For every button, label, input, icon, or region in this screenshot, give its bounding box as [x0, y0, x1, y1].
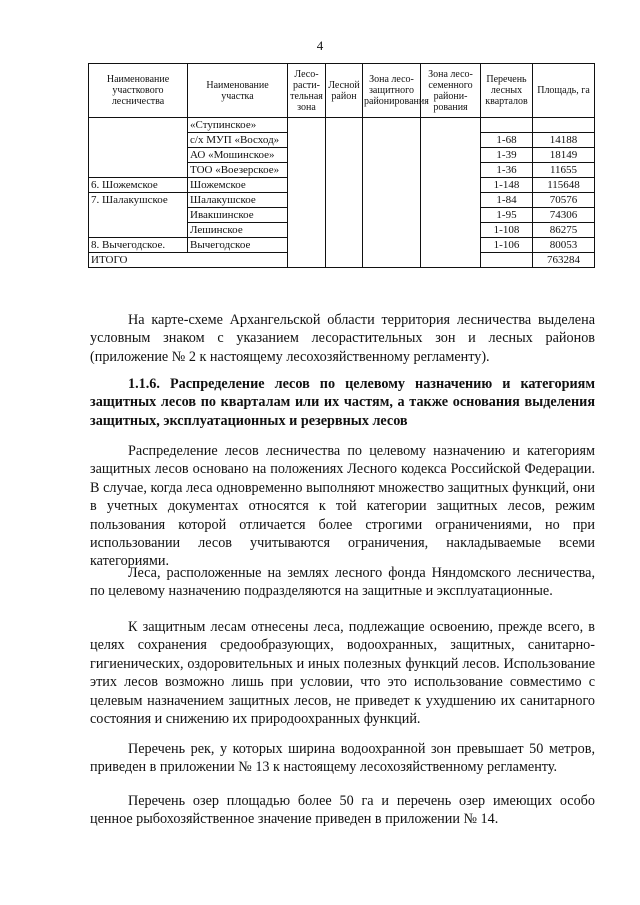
- forest-table: [88, 63, 595, 268]
- total-label: ИТОГО: [89, 253, 288, 268]
- header-quarters: Перечень лесных кварталов: [481, 64, 533, 118]
- quarters-cell: 1-148: [481, 178, 533, 193]
- quarters-cell: 1-39: [481, 148, 533, 163]
- area-cell: 80053: [533, 238, 595, 253]
- area-cell: 86275: [533, 223, 595, 238]
- paragraph-rivers: Перечень рек, у которых ширина водоохранной зон превышает 50 метров, приведен в приложении № 13 к настоящему лесохозяйственному регламенту.: [90, 741, 595, 776]
- total-area: 763284: [533, 253, 595, 268]
- area-cell: 14188: [533, 133, 595, 148]
- section-cell: Ивакшинское: [188, 208, 288, 223]
- forest-region-cell: [326, 118, 363, 268]
- area-cell: 11655: [533, 163, 595, 178]
- paragraph-map-reference: На карте-схеме Архангельской области территория лесничества выделена условным знаком с указанием лесорастительных зон и лесных районов (приложение № 2 к настоящему лесохозяйственному регламенту).: [90, 312, 595, 365]
- district-cell: 6. Шожемское: [89, 178, 188, 193]
- veg-zone-cell: [288, 118, 326, 268]
- header-area: Площадь, га: [533, 64, 595, 118]
- area-cell: 74306: [533, 208, 595, 223]
- section-cell: АО «Мошинское»: [188, 148, 288, 163]
- table-header-row: [89, 64, 595, 118]
- quarters-cell: 1-106: [481, 238, 533, 253]
- area-cell: 18149: [533, 148, 595, 163]
- area-cell: [533, 118, 595, 133]
- area-cell: 70576: [533, 193, 595, 208]
- paragraph-protective-forests: К защитным лесам отнесены леса, подлежащие освоению, прежде всего, в целях сохранения средообразующих, водоохранных, защитных, санитарно-гигиенических, оздоровительных и иных полезных функций лесов. Использование этих лесов возможно лишь при условии, что это использование совместимо с целевым назначением защитных лесов, не приведет к ухудшению их санитарного состояния и снижению их природоохранных функций.: [90, 619, 595, 728]
- section-cell: Лешинское: [188, 223, 288, 238]
- section-cell: ТОО «Воезерское»: [188, 163, 288, 178]
- paragraph-lakes: Перечень озер площадью более 50 га и перечень озер имеющих особо ценное рыбохозяйственное значение приведен в приложении № 14.: [90, 793, 595, 828]
- quarters-cell: 1-68: [481, 133, 533, 148]
- header-section: Наименование участка: [188, 64, 288, 118]
- section-cell: «Ступинское»: [188, 118, 288, 133]
- section-heading: 1.1.6. Распределение лесов по целевому назначению и категориям защитных лесов по кварталам или их частям, а также основания выделения защитных, эксплуатационных и резервных лесов: [90, 376, 595, 429]
- total-quarters-cell: [481, 253, 533, 268]
- header-seed-zone: Зона лесо-семенного райони-рования: [421, 64, 481, 118]
- section-cell: с/х МУП «Восход»: [188, 133, 288, 148]
- protection-zone-cell: [363, 118, 421, 268]
- quarters-cell: 1-36: [481, 163, 533, 178]
- paragraph-distribution: Распределение лесов лесничества по целевому назначению и категориям защитных лесов основано на положениях Лесного кодекса Российской Федерации. В случае, когда леса одновременно выполняют множество защитных функций, они в учетных документах относятся к той категории защитных лесов, режим пользования которой отличается более строгими ограничениями, но при использовании лесов учитываются ограничения, накладываемые всеми категориями.: [90, 443, 595, 570]
- section-cell: Шалакушское: [188, 193, 288, 208]
- header-protection-zone: Зона лесо-защитного районирования: [363, 64, 421, 118]
- section-cell: Вычегодское: [188, 238, 288, 253]
- district-cell: 8. Вычегодское.: [89, 238, 188, 253]
- quarters-cell: 1-84: [481, 193, 533, 208]
- quarters-cell: [481, 118, 533, 133]
- district-cell: 7. Шалакушское: [89, 193, 188, 238]
- page-number: 4: [316, 38, 324, 53]
- district-cell: [89, 118, 188, 178]
- quarters-cell: 1-95: [481, 208, 533, 223]
- area-cell: 115648: [533, 178, 595, 193]
- section-cell: Шожемское: [188, 178, 288, 193]
- quarters-cell: 1-108: [481, 223, 533, 238]
- header-veg-zone: Лесо-расти-тельная зона: [288, 64, 326, 118]
- seed-zone-cell: [421, 118, 481, 268]
- header-forest-region: Лесной район: [326, 64, 363, 118]
- header-district: Наименование участкового лесничества: [89, 64, 188, 118]
- table-row: [89, 118, 595, 133]
- paragraph-purpose: Леса, расположенные на землях лесного фонда Няндомского лесничества, по целевому назначению подразделяются на защитные и эксплуатационные.: [90, 565, 595, 600]
